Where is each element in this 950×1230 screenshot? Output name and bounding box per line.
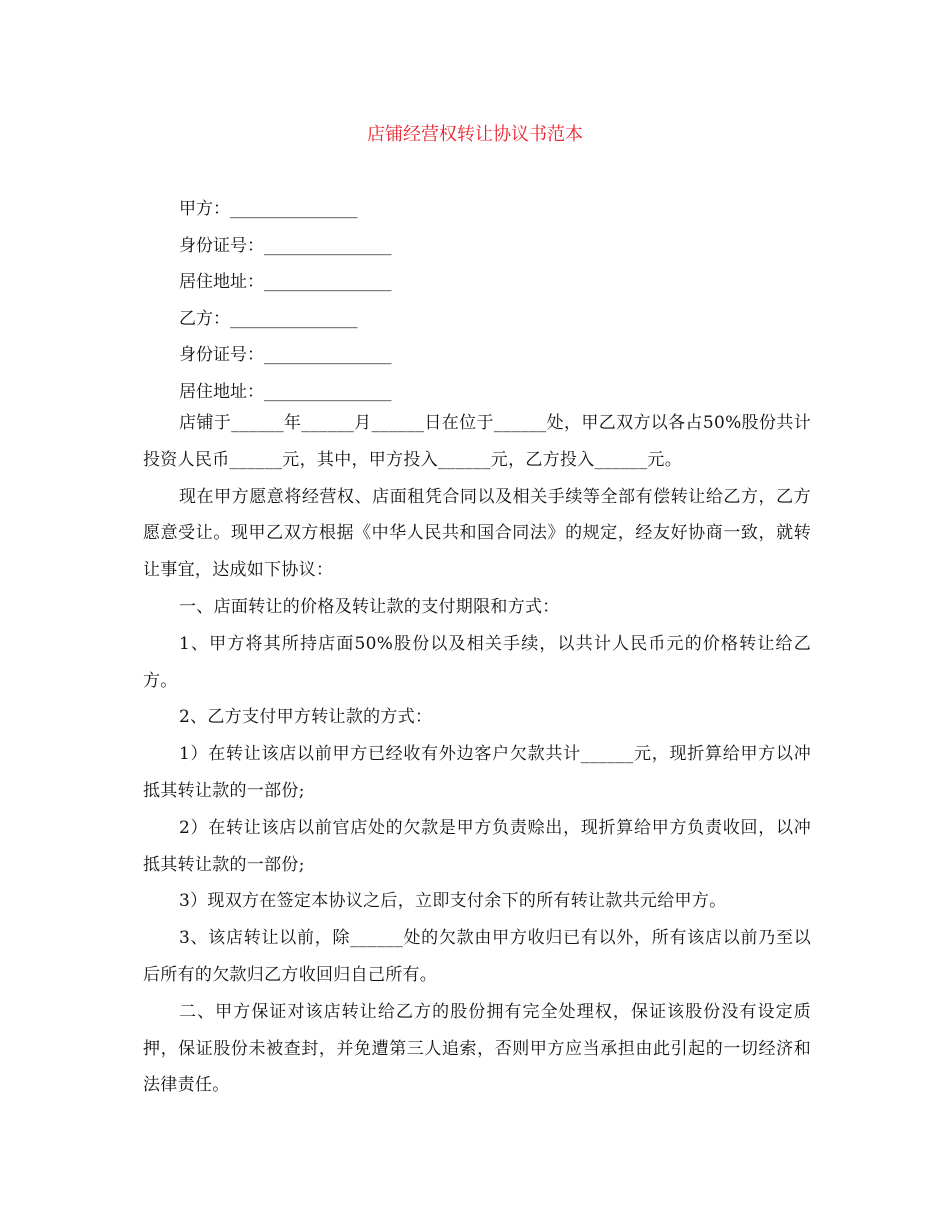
party-b-id-number-field: 身份证号：_______________ bbox=[179, 345, 392, 366]
party-a-id-number-field: 身份证号：_______________ bbox=[179, 235, 392, 256]
section-heading-price-payment: 一、店面转让的价格及转让款的支付期限和方式： bbox=[179, 596, 560, 617]
party-info-fields bbox=[179, 191, 392, 411]
subclause-2-3: 3）现双方在签定本协议之后，立即支付余下的所有转让款共元给甲方。 bbox=[179, 891, 727, 912]
paragraph-transfer-intent: 现在甲方愿意将经营权、店面租凭合同以及相关手续等全部有偿转让给乙方，乙方愿意受让。现甲乙双方根据《中华人民共和国合同法》的规定，经友好协商一致，就转让事宜，达成如下协议： bbox=[143, 486, 811, 581]
clause-2-payment-method: 2、乙方支付甲方转让款的方式： bbox=[179, 707, 433, 728]
section-two-guarantee: 二、甲方保证对该店转让给乙方的股份拥有完全处理权，保证该股份没有设定质押，保证股份未被查封，并免遭第三人追索，否则甲方应当承担由此引起的一切经济和法律责任。 bbox=[143, 1001, 811, 1096]
party-b-address-field: 居住地址：_______________ bbox=[179, 381, 392, 402]
party-a-name-field: 甲方：_______________ bbox=[179, 199, 358, 219]
document-title: 店铺经营权转让协议书范本 bbox=[367, 124, 583, 145]
party-b-name-field: 乙方：_______________ bbox=[179, 308, 358, 329]
clause-3-debts: 3、该店转让以前，除______处的欠款由甲方收归已有以外，所有该店以前乃至以后所有的欠款归乙方收回归自己所有。 bbox=[143, 928, 811, 985]
party-a-address-field: 居住地址：_______________ bbox=[179, 272, 392, 293]
subclause-2-2: 2）在转让该店以前官店处的欠款是甲方负责赊出，现折算给甲方负责收回，以冲抵其转让款的一部份; bbox=[143, 817, 811, 875]
paragraph-investment: 店铺于______年______月______日在位于______处，甲乙双方以各占50%股份共计投资人民币______元，其中，甲方投入______元，乙方投入______元。 bbox=[143, 413, 811, 470]
agreement-body bbox=[143, 405, 811, 1104]
clause-1-price: 1、甲方将其所持店面50%股份以及相关手续，以共计人民币元的价格转让给乙方。 bbox=[143, 633, 811, 691]
subclause-2-1: 1）在转让该店以前甲方已经收有外边客户欠款共计______元，现折算给甲方以冲抵其转让款的一部份; bbox=[143, 744, 811, 801]
